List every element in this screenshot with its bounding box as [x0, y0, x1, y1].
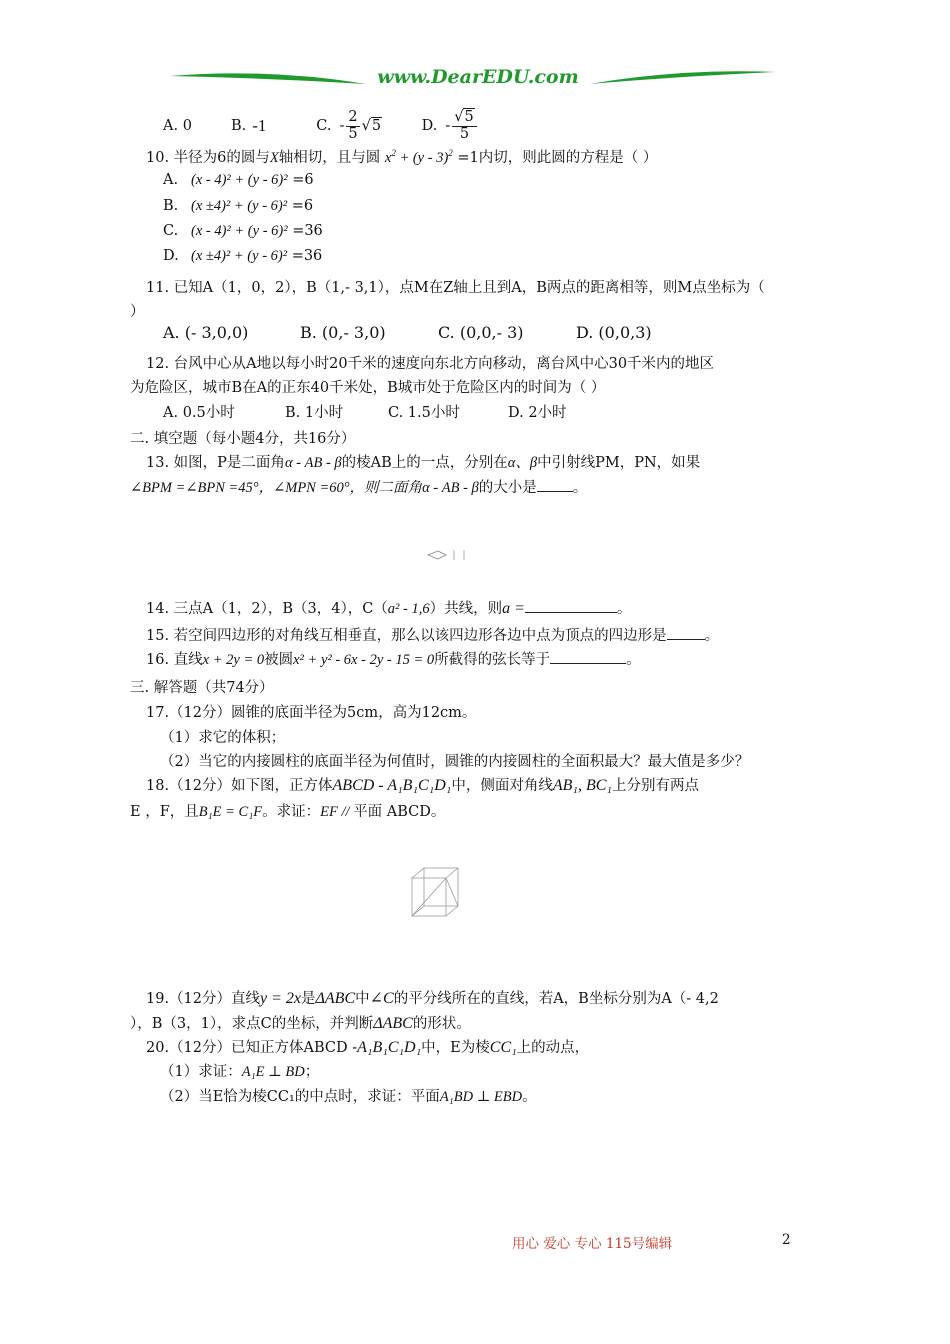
q9-option-b-value: -1	[252, 116, 267, 135]
q17-part1: （1）求它的体积；	[160, 730, 286, 746]
q19-stem: 19.（12分）直线y = 2x是ΔABC中∠C的平分线所在的直线，若A，B坐标分别为A（- 4,2	[146, 990, 719, 1007]
q12-stem: 12. 台风中心从A地以每小时20千米的速度向东北方向移动，离台风中心30千米内的地区	[146, 356, 715, 372]
q12-option-d: D. 2小时	[508, 405, 567, 421]
q16-answer-blank[interactable]	[550, 649, 626, 664]
q9-option-b-label: B.	[231, 118, 247, 134]
q15-answer-blank[interactable]	[667, 625, 705, 640]
q17-stem: 17.（12分）圆锥的底面半径为5cm，高为12cm。	[146, 705, 477, 721]
header-banner	[168, 62, 778, 96]
q11-options	[163, 323, 652, 342]
q20-stem: 20.（12分）已知正方体ABCD -A₁B₁C₁D₁中，E为棱CC₁上的动点，	[146, 1039, 590, 1056]
q9-option-c-radical: √5	[361, 118, 382, 134]
q9-option-a: A. 0	[163, 118, 192, 134]
q11-option-c: C. (0,0,- 3)	[438, 323, 524, 342]
q9-option-d-fraction: $\frac{√5}{5}$	[452, 110, 476, 141]
q12-options	[163, 401, 567, 422]
q20-part2: （2）当E恰为棱CC₁的中点时，求证：平面A₁BD ⊥ EBD。	[160, 1089, 537, 1105]
q9-option-d-label: D.	[421, 118, 438, 134]
q13-stem-cont: ∠BPM =∠BPN =45°，∠MPN =60°，则二面角α - AB - β的大小是 。	[130, 476, 587, 497]
q16-stem: 16. 直线x + 2y = 0被圆x² + y² - 6x - 2y - 15 = 0所截得的弦长等于 。	[146, 648, 641, 669]
q12-option-a: A. 0.5小时	[163, 405, 235, 421]
q19-stem-cont: ），B（3，1），求点C的坐标，并判断ΔABC的形状。	[130, 1015, 471, 1032]
q12-option-c: C. 1.5小时	[388, 405, 460, 421]
q13-dihedral-figure	[424, 546, 472, 564]
q9-options	[163, 108, 479, 144]
header-swoosh-left	[168, 64, 368, 94]
q10-option: A. (x - 4)² + (y - 6)² =6	[163, 172, 314, 188]
q10-option: B. (x ±4)² + (y - 6)² =6	[163, 198, 314, 214]
q17-part2: （2）当它的内接圆柱的底面半径为何值时，圆锥的内接圆柱的全面积最大？最大值是多少？	[160, 754, 750, 770]
q15-stem: 15. 若空间四边形的对角线互相垂直，那么以该四边形各边中点为顶点的四边形是 。	[146, 624, 719, 645]
page-number: 2	[782, 1232, 791, 1248]
q18-stem-cont: E ，F，且B₁E = C₁F。求证：EF // 平面 ABCD。	[130, 804, 446, 820]
q9-option-c-label: C.	[316, 118, 332, 134]
q9-option-c-minus: -	[339, 118, 345, 134]
q14-answer-blank[interactable]	[525, 598, 617, 613]
q18-stem: 18.（12分）如下图，正方体ABCD - A₁B₁C₁D₁中，侧面对角线AB₁, BC₁上分别有两点	[146, 777, 699, 794]
section-fill-in-heading: 二. 填空题（每小题4分，共16分）	[130, 431, 356, 447]
q9-option-c-fraction: $\frac{2}{5}$	[348, 109, 358, 142]
q9-option-d-minus: -	[445, 118, 451, 134]
q11-option-a: A. (- 3,0,0)	[163, 323, 249, 342]
q14-stem: 14. 三点A（1，2），B（3，4），C（a² - 1,6）共线，则a = 。	[146, 600, 632, 617]
q18-cube-figure	[406, 862, 462, 922]
q11-stem-cont: ）	[130, 304, 145, 320]
q10-stem: 10. 半径为6的圆与X轴相切，且与圆 $x^2 + (y - 3)^2 =1$内切，则此圆的方程是（ ）	[146, 148, 658, 166]
q13-stem: 13. 如图，P是二面角α - AB - β的棱AB上的一点，分别在α、β中引射线PM，PN，如果	[146, 455, 701, 471]
q11-option-d: D. (0,0,3)	[576, 323, 652, 342]
header-site-logo: www.DearEDU.com	[377, 66, 579, 88]
footer-editor-note: 用心 爱心 专心 115号编辑	[512, 1236, 673, 1252]
section-solution-heading: 三. 解答题（共74分）	[130, 680, 274, 696]
header-swoosh-right	[588, 64, 778, 94]
q11-option-b: B. (0,- 3,0)	[300, 323, 386, 342]
q10-option: C. (x - 4)² + (y - 6)² =36	[163, 223, 323, 239]
q13-answer-blank[interactable]	[537, 477, 573, 492]
q10-option: D. (x ±4)² + (y - 6)² =36	[163, 248, 323, 264]
q12-option-b: B. 1小时	[285, 405, 344, 421]
q12-stem-cont: 为危险区，城市B在A的正东40千米处，B城市处于危险区内的时间为（ ）	[130, 380, 606, 396]
q20-part1: （1）求证：A₁E ⊥ BD；	[160, 1064, 320, 1080]
q11-stem: 11. 已知A（1，0，2），B（1,- 3,1），点M在Z轴上且到A，B两点的距离相等，则M点坐标为（	[146, 280, 765, 296]
